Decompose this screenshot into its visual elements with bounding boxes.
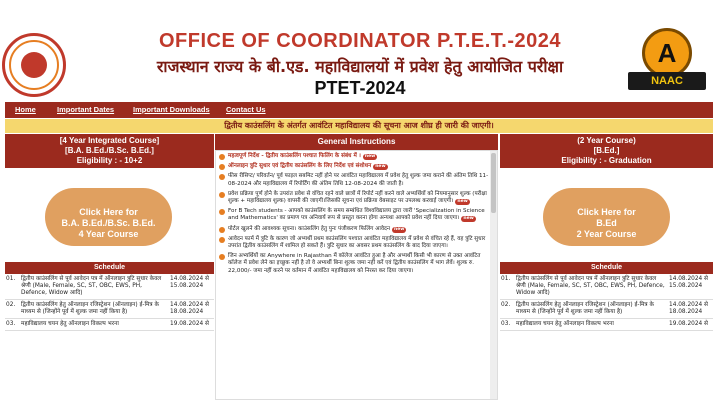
- page-title-code: PTET-2024: [314, 78, 406, 98]
- instruction-item[interactable]: [219, 253, 489, 275]
- nav-home[interactable]: Home: [15, 105, 36, 114]
- schedule-row: [500, 319, 713, 331]
- schedule-row-text: द्वितीय काउंसलिंग हेतु ऑनलाइन रजिस्ट्रेशन (ऑनलाइन) ई-मित्र के माध्यम से (जिन्होंने पूर्व में शुल्क जमा नहीं किया है): [516, 302, 654, 315]
- two-year-btn-line1: Click Here for: [577, 206, 636, 217]
- bullet-icon: [219, 237, 225, 243]
- schedule-row: [500, 300, 713, 319]
- nav-important-downloads[interactable]: Important Downloads: [133, 105, 210, 114]
- schedule-row-num: 02.: [501, 302, 511, 308]
- general-instructions-column: [215, 134, 498, 400]
- four-year-btn-line2: B.A. B.Ed./B.Sc. B.Ed.: [61, 217, 156, 228]
- bullet-icon: [219, 227, 225, 233]
- four-year-btn-line3: 4 Year Course: [78, 228, 139, 239]
- schedule-row-date: 14.08.2024 से 15.08.2024: [170, 276, 209, 289]
- schedule-row-num: 03.: [501, 321, 511, 327]
- schedule-row-text: द्वितीय काउंसलिंग हेतु ऑनलाइन रजिस्ट्रेशन (ऑनलाइन) ई-मित्र के माध्यम से (जिन्होंने पूर्व में शुल्क जमा नहीं किया है): [21, 302, 159, 315]
- four-year-btn-line1: Click Here for: [79, 206, 138, 217]
- left-course-column: [5, 134, 214, 331]
- general-instructions-panel: [215, 150, 498, 400]
- left-course-line1: [4 Year Integrated Course]: [59, 136, 160, 145]
- four-year-course-button[interactable]: [45, 188, 172, 246]
- instruction-text: आवेदन फार्म में त्रुटि के कारण जो अभ्यर्थी प्रथम काउंसलिंग पश्चात आवंटित महाविद्यालय में प्रवेश से वंचित रहे हैं, वह त्रुटि सुधार उपरांत द्वितीय काउंसलिंग में शामिल हो सकते हैं। त्रुटि सुधार का अवसर प्रथम काउंसलिंग के बाद दिया जाएगा।: [228, 235, 486, 250]
- schedule-row: [500, 274, 713, 300]
- schedule-row-date: 19.08.2024 से: [669, 321, 708, 327]
- new-badge: new: [457, 199, 468, 205]
- schedule-row: [5, 319, 214, 331]
- instructions-scrollbar[interactable]: [490, 151, 497, 400]
- right-course-line2: [B.Ed.]: [593, 146, 620, 155]
- right-course-column: [500, 134, 713, 331]
- page-title-hi: राजस्थान राज्य के बी.एड. महाविद्यालयों में प्रवेश हेतु आयोजित परीक्षा: [156, 57, 564, 76]
- instruction-text: ऑनलाइन त्रुटि सुधार एवं द्वितीय काउंसलिंग के लिए निर्देश एवं संशोधन: [228, 163, 372, 170]
- schedule-row-date: 14.08.2024 से 15.08.2024: [669, 276, 708, 289]
- left-course-line2: [B.A. B.Ed./B.Sc. B.Ed.]: [65, 146, 154, 155]
- bullet-icon: [219, 254, 225, 260]
- scrollbar-thumb[interactable]: [491, 153, 496, 213]
- new-badge: new: [394, 226, 405, 232]
- instruction-text: फीस रीसिप्ट/ परिवर्तन/ पूर्व फाइल सबमिट नहीं होने पर आवंटित महाविद्यालय में प्रवेश हेतु शुल्क जमा कराने की अंतिम तिथि 11-08-2024 और महाविद्यालय में रिपोर्टिंग की अंतिम तिथि 12-08-2024 की जाती है।: [228, 173, 489, 187]
- schedule-row: [5, 300, 214, 319]
- right-schedule-heading: Schedule: [500, 262, 713, 274]
- instruction-item[interactable]: [219, 191, 489, 205]
- page-header: [0, 0, 720, 100]
- instruction-item[interactable]: [219, 208, 489, 222]
- nav-important-dates[interactable]: Important Dates: [57, 105, 115, 114]
- schedule-row-date: 14.08.2024 से 18.08.2024: [669, 302, 708, 315]
- instruction-item[interactable]: [219, 226, 489, 233]
- schedule-row-date: 19.08.2024 से: [170, 321, 209, 327]
- right-course-body: [500, 168, 713, 262]
- right-course-header: [500, 134, 713, 168]
- nav-contact-us[interactable]: Contact Us: [226, 105, 266, 114]
- general-instructions-list: [219, 153, 489, 278]
- left-course-eligibility: Eligibility : - 10+2: [76, 156, 143, 165]
- schedule-row: [5, 274, 214, 300]
- instruction-item[interactable]: [219, 236, 489, 250]
- right-course-eligibility: Eligibility : - Graduation: [561, 156, 652, 165]
- left-course-header: [5, 134, 214, 168]
- instruction-item[interactable]: [219, 153, 489, 160]
- schedule-row-date: 14.08.2024 से 18.08.2024: [170, 302, 209, 315]
- new-badge: new: [364, 154, 376, 159]
- left-course-body: [5, 168, 214, 262]
- bullet-icon: [219, 192, 225, 198]
- instruction-item[interactable]: [219, 173, 489, 187]
- schedule-row-num: 01.: [6, 276, 16, 282]
- new-badge: new: [375, 164, 386, 170]
- bullet-icon: [219, 164, 225, 170]
- naac-logo: [624, 28, 708, 100]
- instruction-text: प्रवेश प्रक्रिया पूर्ण होने के उपरांत प्रवेश से वंचित रहने वाले छात्रों में रिपोर्ट नहीं करने वाले अभ्यर्थियों को नियमानुसार शुल्क (परीक्षा शुल्क + महाविद्यालय शुल्क) वापसी की जाएगी।जिसकी सूचना एवं प्रक्रिया वेबसाइट पर उपलब्ध करवाई जाएगी।: [228, 190, 487, 205]
- two-year-course-button[interactable]: [543, 188, 670, 246]
- general-instructions-heading: General Instructions: [215, 134, 498, 150]
- schedule-row-text: महाविद्यालय चयन हेतु ऑनलाइन विकल्प भरना: [21, 321, 119, 327]
- schedule-row-text: द्वितीय काउंसलिंग से पूर्व आवेदन पत्र में ऑनलाइन त्रुटि सुधार केवल श्रेणी (Male, Female, SC, ST, OBC, EWS, PH, Defence, Widow आदि): [21, 276, 162, 296]
- schedule-row-num: 02.: [6, 302, 16, 308]
- notice-bar: द्वितीय काउंसलिंग के अंतर्गत आवंटित महाविद्यालय की सूचना आज शीघ्र ही जारी की जाएगी।: [5, 119, 713, 133]
- main-nav: [5, 102, 713, 118]
- left-schedule-heading: Schedule: [5, 262, 214, 274]
- schedule-row-num: 01.: [501, 276, 511, 282]
- instruction-text: महत्वपूर्ण निर्देश - द्वितीय काउंसलिंग पश्चात फिलिंग के संबंध में ।: [228, 153, 361, 159]
- schedule-row-text: महाविद्यालय चयन हेतु ऑनलाइन विकल्प भरना: [516, 321, 614, 327]
- two-year-btn-line2: B.Ed: [596, 217, 617, 228]
- two-year-btn-line3: 2 Year Course: [576, 228, 637, 239]
- schedule-row-num: 03.: [6, 321, 16, 327]
- bullet-icon: [219, 174, 225, 180]
- bullet-icon: [219, 209, 225, 215]
- bullet-icon: [219, 154, 225, 160]
- naac-ribbon-label: NAAC: [628, 72, 706, 90]
- instruction-text: For B Tech students - आपको काउंसलिंग के समय सम्बंधित विश्वविद्यालय द्वारा जारी 'Specialization in Science and Mathematics' का प्रमाण पत्र अनिवार्य रूप से प्रस्तुत करना होगा अन्यथा आपको प्रवेश नहीं दिया जाएगा।: [228, 208, 485, 222]
- naac-grade-letter: A: [642, 28, 692, 78]
- schedule-row-text: द्वितीय काउंसलिंग से पूर्व आवेदन पत्र में ऑनलाइन त्रुटि सुधार केवल श्रेणी (Male, Female, SC, ST, OBC, EWS, PH, Defence, Widow आदि): [516, 276, 665, 296]
- instruction-text: जिन अभ्यर्थियों का Anywhere in Rajasthan में कॉलेज आवंटित हुआ है और अभ्यर्थी किसी भी कारण से उक्त आवंटित कॉलेज में प्रवेश लेने का इच्छुक नहीं है तो वे अभ्यर्थी बिना शुल्क जमा नहीं करें एवं द्वितीय काउंसलिंग में भाग लेवें। शुल्क रु. 22,000/- जमा नहीं करने पर वर्तमान में आवंटित महाविद्यालय को निरस्त कर दिया जाएगा।: [228, 253, 481, 274]
- new-badge: new: [463, 216, 474, 222]
- page-title-en: OFFICE OF COORDINATOR P.T.E.T.-2024: [158, 30, 561, 52]
- instruction-text: पोर्टल खुलने की आवश्यक सूचना। काउंसलिंग हेतु पुनः पंजीकरण फिलिंग आवेदन: [228, 225, 390, 232]
- instruction-item[interactable]: [219, 163, 489, 170]
- right-course-line1: (2 Year Course): [577, 136, 636, 145]
